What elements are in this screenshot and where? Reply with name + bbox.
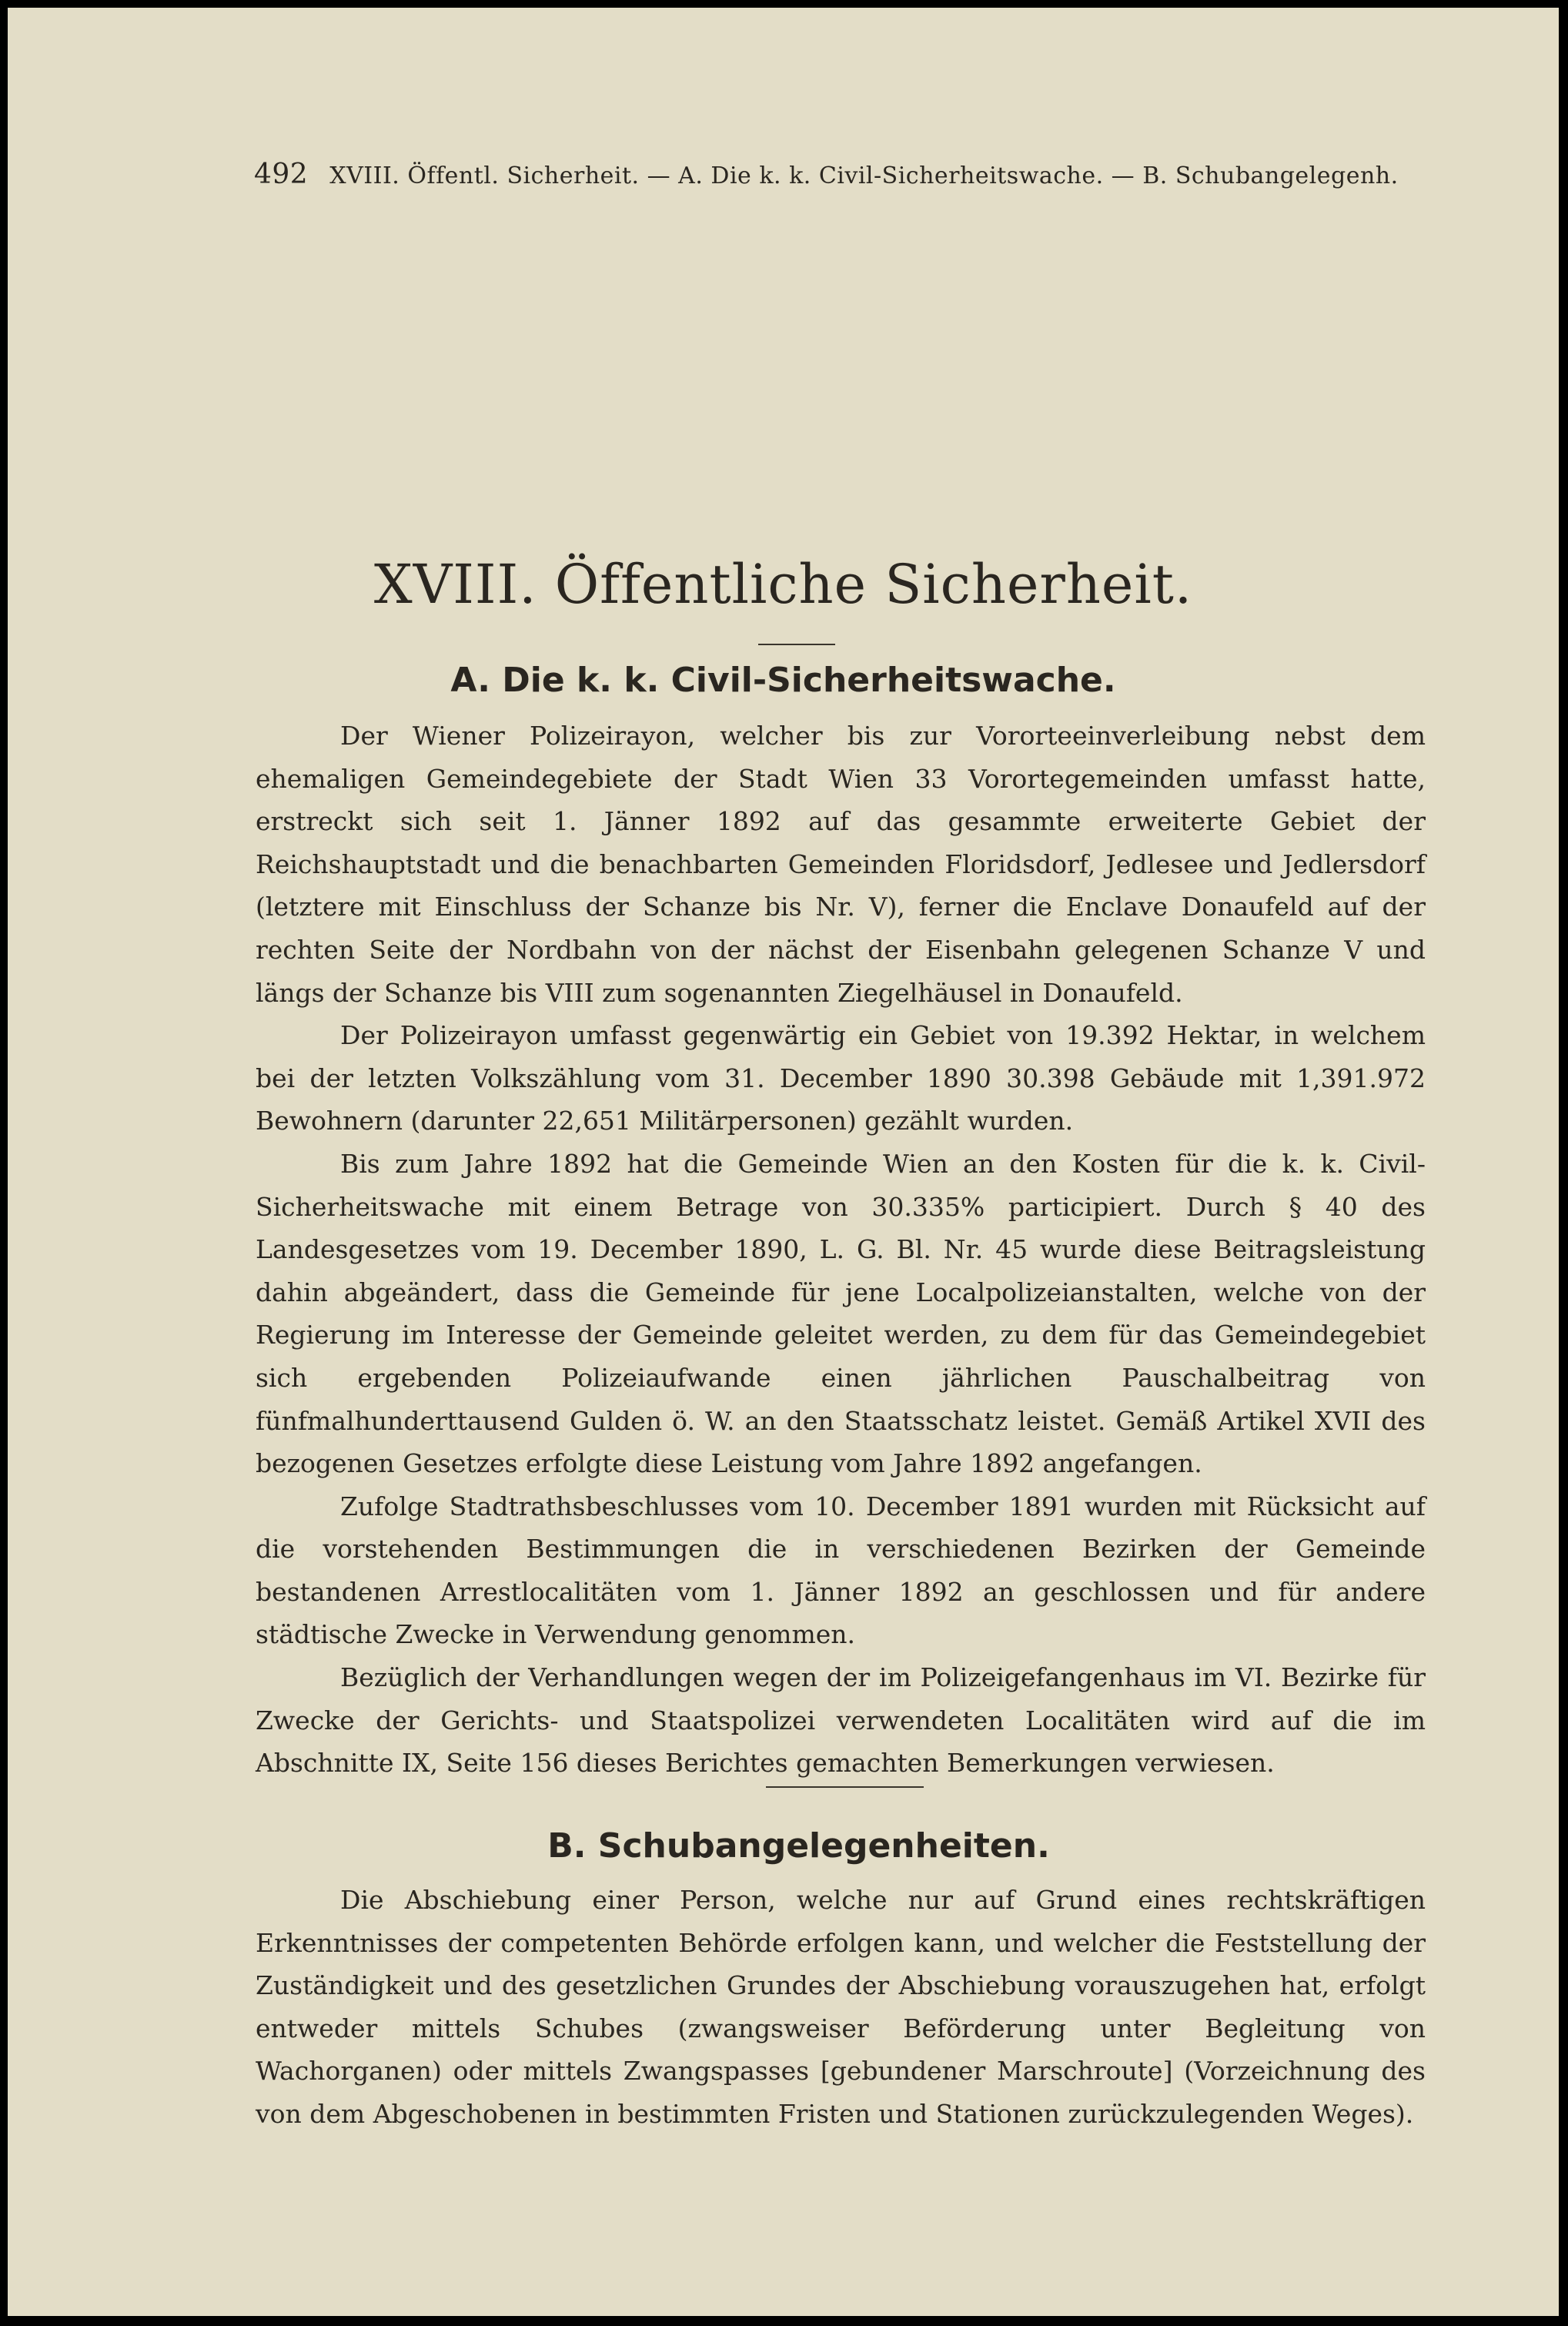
paragraph: Der Wiener Polizeirayon, welcher bis zur Vororteeinverleibung nebst dem ehemaligen Gemeindegebiete der Stadt Wien 33 Vorortegemeinden umfasst hatte, erstreckt sich seit 1. Jänner 1892 auf das gesammte erweiterte Gebiet der Reichshauptstadt und die benachbarten Gemeinden Floridsdorf, Jedlesee und Jedlersdorf (letztere mit Einschluss der Schanze bis Nr. V), ferner die Enclave Donaufeld auf der rechten Seite der Nordbahn von der nächst der Eisenbahn gelegenen Schanze V und längs der Schanze bis VIII zum sogenannten Ziegelhäusel in Donaufeld. — [256, 721, 1426, 1008]
document-page — [8, 8, 1559, 2316]
paragraph: Bezüglich der Verhandlungen wegen der im Polizeigefangenhaus im VI. Bezirke für Zwecke der Gerichts- und Staatspolizei verwendeten Localitäten wird auf die im Abschnitte IX, Seite 156 dieses Berichtes gemachten Bemerkungen verwiesen. — [256, 1662, 1426, 1779]
section-b-title: B. Schubangelegenheiten. — [547, 1826, 1050, 1866]
running-header — [254, 159, 1399, 190]
section-divider — [766, 1786, 924, 1788]
paragraph: Zufolge Stadtrathsbeschlusses vom 10. December 1891 wurden mit Rücksicht auf die vorstehenden Bestimmungen die in verschiedenen Bezirken der Gemeinde bestandenen Arrestlocalitäten vom 1. Jänner 1892 an geschlossen und für andere städtische Zwecke in Verwendung genommen. — [256, 1491, 1426, 1650]
section-b-body — [256, 1879, 1426, 2136]
paragraph: Die Abschiebung einer Person, welche nur auf Grund eines rechtskräftigen Erkenntnisses der competenten Behörde erfolgen kann, und welcher die Feststellung der Zuständigkeit und des gesetzlichen Grundes der Abschiebung vorauszugehen hat, erfolgt entweder mittels Schubes (zwangsweiser Beförderung unter Begleitung von Wachorganen) oder mittels Zwangspasses [gebundener Marschroute] (Vorzeichnung des von dem Abgeschobenen in bestimmten Fristen und Stationen zurückzulegenden Weges). — [256, 1885, 1426, 2129]
paragraph: Der Polizeirayon umfasst gegenwärtig ein Gebiet von 19.392 Hektar, in welchem bei der letzten Volkszählung vom 31. December 1890 30.398 Gebäude mit 1,391.972 Bewohnern (darunter 22,651 Militärpersonen) gezählt wurden. — [256, 1020, 1426, 1136]
section-a-body — [256, 715, 1426, 1785]
chapter-title: XVIII. Öffentliche Sicherheit. — [373, 553, 1193, 616]
section-a-title: A. Die k. k. Civil-Sicherheitswache. — [450, 661, 1116, 700]
page-number: 492 — [254, 159, 309, 190]
running-title: XVIII. Öffentl. Sicherheit. — A. Die k. k. Civil-Sicherheitswache. — B. Schubangelegenh. — [329, 162, 1399, 189]
paragraph: Bis zum Jahre 1892 hat die Gemeinde Wien an den Kosten für die k. k. Civil-Sicherheitswache mit einem Betrage von 30.335% participiert. Durch § 40 des Landesgesetzes vom 19. December 1890, L. G. Bl. Nr. 45 wurde diese Beitragsleistung dahin abgeändert, dass die Gemeinde für jene Localpolizeianstalten, welche von der Regierung im Interesse der Gemeinde geleitet werden, zu dem für das Gemeindegebiet sich ergebenden Polizeiaufwande einen jährlichen Pauschalbeitrag von fünfmalhunderttausend Gulden ö. W. an den Staatsschatz leistet. Gemäß Artikel XVII des bezogenen Gesetzes erfolgte diese Leistung vom Jahre 1892 angefangen. — [256, 1148, 1426, 1479]
title-divider — [758, 644, 835, 645]
